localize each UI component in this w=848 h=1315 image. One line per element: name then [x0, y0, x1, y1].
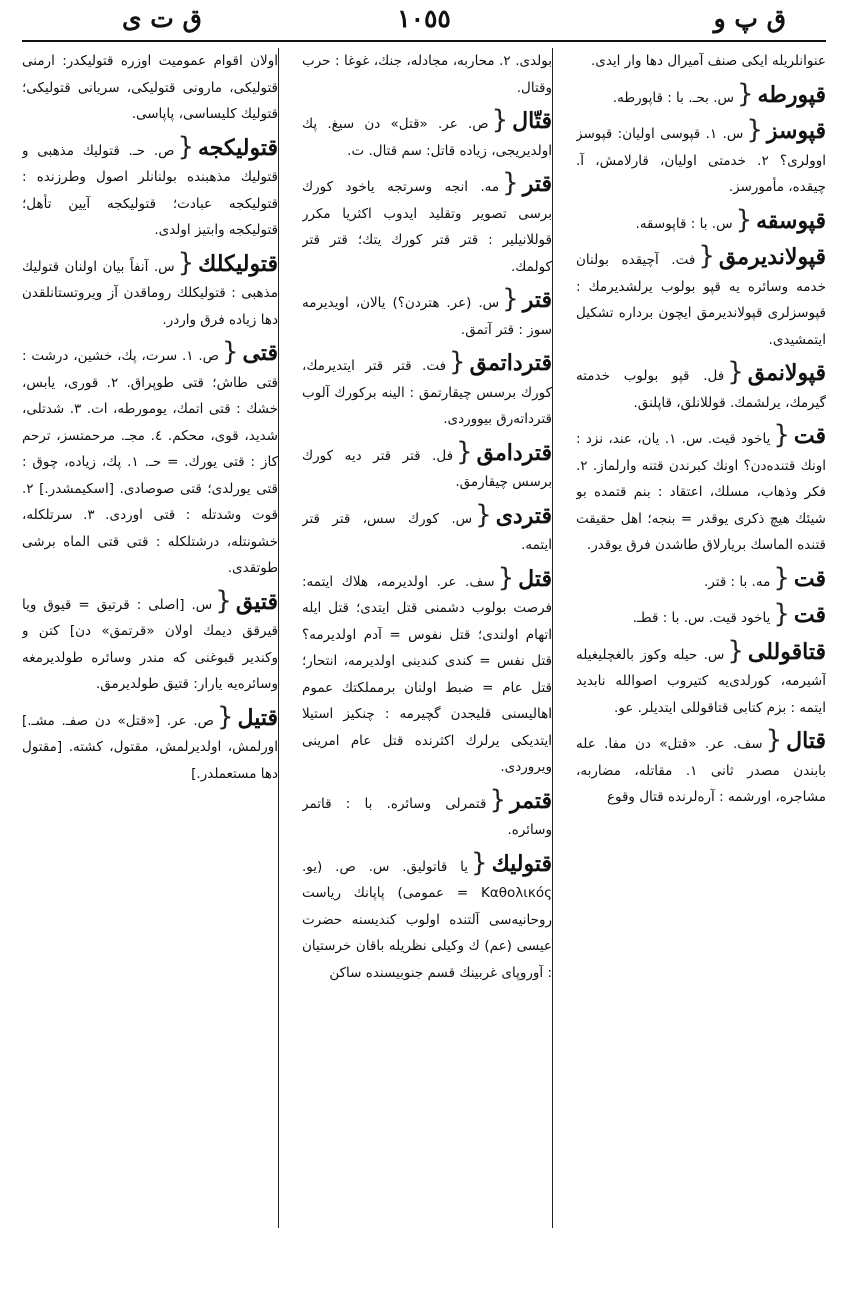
entry-headword: قت: [793, 602, 826, 628]
header-right-letters: ق پ و: [713, 4, 786, 33]
entry-headword: قپورطه: [757, 81, 826, 108]
entry-definition: س. [اصلی : قرتیق = قیوق ویا قیرقق دیمك اولان «قرتمق» دن] کتن و وکندیر قبوغنی که مندر وسائره طولدیرمغه وسائره‌یه یارار: قتیق طولدیرمق.: [22, 596, 278, 692]
entry-definition: س. (عر. هتردن؟) یالان، اویدیرمه سوز : قتر آتمق.: [302, 295, 552, 338]
brace-mark: {: [449, 347, 466, 377]
entry-headword: قتل: [518, 565, 552, 592]
dictionary-entry: [576, 562, 826, 596]
brace-mark: {: [773, 599, 790, 629]
dictionary-entry: [22, 585, 278, 698]
dictionary-entry: [576, 78, 826, 112]
entry-definition: یاخود قیت. س. با : قطـ.: [632, 610, 771, 626]
dictionary-entry: [302, 847, 552, 987]
entry-headword: قت: [793, 423, 826, 449]
brace-mark: {: [737, 78, 754, 109]
column-divider-left: [278, 48, 279, 1228]
column-divider-right: [552, 48, 553, 1228]
dictionary-entry: [302, 286, 552, 343]
column-middle: [302, 48, 552, 1273]
dictionary-entry: [576, 422, 826, 559]
dictionary-entry: [576, 243, 826, 353]
entry-headword: قپوسز: [766, 118, 826, 144]
brace-mark: {: [502, 168, 519, 198]
dictionary-entry: [302, 562, 552, 781]
entry-definition: س. آنفاً بیان اولنان قتولیك مذهبی : قتولیکلك روماقدن آز ویروتستانلقدن دها زیاده فرق واردر.: [22, 258, 278, 328]
entry-definition: ص. عر. [«قتل» دن صفـ. مشـ.] اورلمش، اولدیرلمش، مقتول، کشته. [مقتول دها مستعملدر.]: [22, 712, 278, 782]
brace-mark: {: [746, 115, 763, 145]
entry-definition: س. ١. قپوسی اولیان: قپوسز اوولری؟ ٢. خدمتی اولیان، قارلامش، آ. چیقده، مأمورسز.: [576, 126, 826, 195]
entry-definition: یا قاتولیق. س. ص. (یو. Καθολικός = عمومی) پاپانك ریاست روحانیه‌سی آلتنده اولوب کندیسنه حضرت عیسی (عم) ك وکیلی نظریله باقان خرستیان : آوروپای غربینك قسم جنوبیسنده ساکن: [302, 858, 552, 981]
brace-mark: {: [471, 847, 488, 878]
dictionary-entry: [576, 359, 826, 416]
dictionary-entry: [302, 170, 552, 280]
dictionary-entry: [576, 601, 826, 632]
entry-headword: قتولیکلك: [198, 250, 278, 277]
brace-mark: {: [727, 357, 744, 387]
brace-mark: {: [773, 562, 790, 593]
entry-definition: یاخود قیت. س. ١. یان، عند، نزد : اونك قتنده‌دن؟ اونك کبرندن قتنه وارلماز. ٢. فکر وذهاب، مسلك، اعتقاد : بنم قتمده بو شیئك هیچ ذکری یوقدر = بنجه؛ اهل حقیقت قتنده الماسك بریارلاق طاشدن فرق یوقدر.: [576, 431, 826, 553]
dictionary-entry: [302, 784, 552, 844]
entry-definition: ص. ١. سرت، پك، خشین، درشت : قتی طاش؛ قتی طوپراق. ٢. قوری، یابس، خشك : قتی اتمك، یومورطه، ات. ٣. شدتلی، شدید، قوی، محکم. ٤. مجـ. مرحمتسز، ترحم کاز : قتی یورك. = حـ. ١. پك، زیاده، چوق : قتی یورلدی؛ قتی صوصادی. [اسکیمشدر.] ٢. قوت وشدتله : قتی اوردی. ٣. سرتلکله، خشونتله، درشتلکله : قتی قتی الماه برشی طوتقدی.: [22, 348, 278, 576]
entry-headword: قپولاندیرمق: [718, 244, 826, 270]
brace-mark: {: [216, 701, 234, 732]
header-left-letters: ق ت ی: [122, 4, 202, 33]
entry-definition: قتمرلی وسائره. با : قاتمر وسائره.: [302, 795, 552, 838]
brace-mark: {: [221, 337, 239, 367]
entry-headword: قتیل: [237, 704, 278, 731]
entry-headword: قتاقوللی: [747, 638, 826, 665]
entry-headword: قترداتمق: [469, 350, 552, 376]
dictionary-entry: [302, 107, 552, 164]
entry-headword: قت: [793, 565, 826, 592]
entry-definition: فت. قتر قتر ایتدیرمك، کورك برسس چیقارتمق : الینه برکورك آلوب قترداته‌رق بیووردی.: [302, 358, 552, 427]
brace-mark: {: [456, 436, 473, 467]
entry-definition: مه. انجه وسرتجه یاخود کورك برسی تصویر وتقلید ایدوب اکثریا مکرر قوللانیلیر : قتر قتر کورك یتك؛ قتر قتر کولمك.: [302, 179, 552, 275]
dictionary-entry: [302, 349, 552, 433]
entry-headword: قپوسقه: [756, 207, 826, 234]
entry-definition: مه. با : قتر.: [704, 573, 771, 590]
brace-mark: {: [735, 204, 753, 235]
dictionary-entry: [302, 499, 552, 559]
brace-mark: {: [727, 635, 744, 666]
brace-mark: {: [773, 420, 790, 450]
entry-headword: قتردی: [495, 502, 552, 529]
entry-definition: ص. حـ. قتولیك مذهبی و قتولیك مذهبنده بولنانلر اصول وطرزنده : قتولیکجه عبادت؛ قتولیکجه آیین تأهل؛ قتولیکجه وابتیز اولدی.: [22, 142, 278, 238]
entry-headword: قتی: [242, 340, 278, 366]
brace-mark: {: [502, 284, 519, 314]
dictionary-entry: [22, 339, 278, 582]
brace-mark: {: [177, 247, 195, 278]
dictionary-entry: [576, 48, 826, 75]
dictionary-entry: [22, 247, 278, 334]
entry-headword: قتال: [786, 728, 826, 754]
brace-mark: {: [765, 725, 783, 755]
brace-mark: {: [475, 499, 492, 530]
entry-definition: فت. آچیقده بولنان خدمه وسائره یه قپو بولوب یرلشدیرمك : قپوسزلری قپولاندیرمق ایچون برداره تشکیل ایتمشیدی.: [576, 252, 826, 348]
brace-mark: {: [497, 562, 515, 593]
brace-mark: {: [215, 585, 232, 616]
brace-mark: {: [177, 131, 194, 162]
brace-mark: {: [698, 241, 715, 271]
dictionary-entry: [22, 701, 278, 788]
entry-definition: س. با : قاپوسقه.: [635, 215, 733, 232]
entry-headword: قتیق: [235, 588, 278, 615]
entry-definition: ص. عر. «قتل» دن سیغ. پك اولدیریجی، زیاده قاتل: سم قتال. ت.: [302, 116, 552, 159]
entry-definition: فل. قپو بولوب خدمته گیرمك، یرلشمك. قوللانلق، قاپلنق.: [576, 368, 826, 411]
entry-headword: قپولانمق: [747, 360, 826, 386]
entry-definition: سف. عر. اولدیرمه، هلاك ایتمه: فرصت بولوب دشمنی قتل ایتدی؛ قتل ایله اتهام اولندی؛ قتل نفوس = آدم اولدیرمه؟ قتل نفس = کندی کندینی اولدیرمه، انتحار؛ قتل عام = ضبط اولنان برمملکتك عموم اهالیسنی قلیجدن گچیرمه : چنکیز استیلا ایتدیکی یرلرك اکثرنده قتل عام امرینی ویروردی.: [302, 573, 552, 775]
brace-mark: {: [489, 784, 506, 815]
column-right: [576, 48, 826, 1273]
entry-definition: س. بحـ. با : قاپورطه.: [612, 89, 734, 106]
entry-headword: قتمر: [509, 787, 552, 814]
dictionary-entry: [22, 48, 278, 128]
entry-headword: قتر: [522, 171, 552, 197]
entry-definition: س. کورك سس، قتر قتر ایتمه.: [302, 510, 552, 553]
entry-definition: عنوانلریله ایکی صنف آمیرال دها وار ایدی.: [590, 53, 826, 69]
entry-headword: قتّال: [512, 108, 552, 134]
entry-definition: بولدی. ٢. محاربه، مجادله، جنك، غوغا : حرب وقتال.: [302, 53, 552, 96]
entry-headword: قتر: [522, 287, 552, 313]
entry-definition: فل. قتر قتر دیه کورك برسس چیقارمق.: [302, 447, 552, 490]
dictionary-entry: [302, 48, 552, 101]
entry-definition: سف. عر. «قتل» دن مفا. عله بابندن مصدر ثانی ١. مقاتله، مضاربه، مشاجره، اورشمه : آرەلرنده قتال وقوع: [576, 736, 826, 805]
dictionary-entry: [576, 635, 826, 722]
entry-headword: قتولیك: [491, 850, 552, 877]
entry-headword: قتردامق: [476, 439, 552, 466]
brace-mark: {: [491, 105, 509, 135]
dictionary-entry: [576, 727, 826, 811]
entry-definition: اولان اقوام عمومیت اوزره قتولیکدر: ارمنی قتولیکی، مارونی قتولیکی، سریانی قتولیکی؛ قتولیك کلیساسی، پاپاسی.: [22, 53, 278, 122]
dictionary-entry: [576, 204, 826, 238]
dictionary-entry: [302, 436, 552, 496]
dictionary-entry: [22, 131, 278, 244]
header-rule: [22, 40, 826, 42]
column-left: [22, 48, 278, 1273]
entry-headword: قتولیکجه: [197, 134, 278, 161]
page-number: ١٠٥٥: [397, 4, 451, 33]
entry-definition: س. حیله وکوز بالغچلیغیله آشیرمه، کورلدی‌یه کتیروب اصوالله نابدید ایتمه : بزم کتابی قتاقوللی ایتدیلر. عو.: [576, 646, 826, 716]
page-header: [22, 4, 826, 36]
dictionary-entry: [576, 117, 826, 201]
